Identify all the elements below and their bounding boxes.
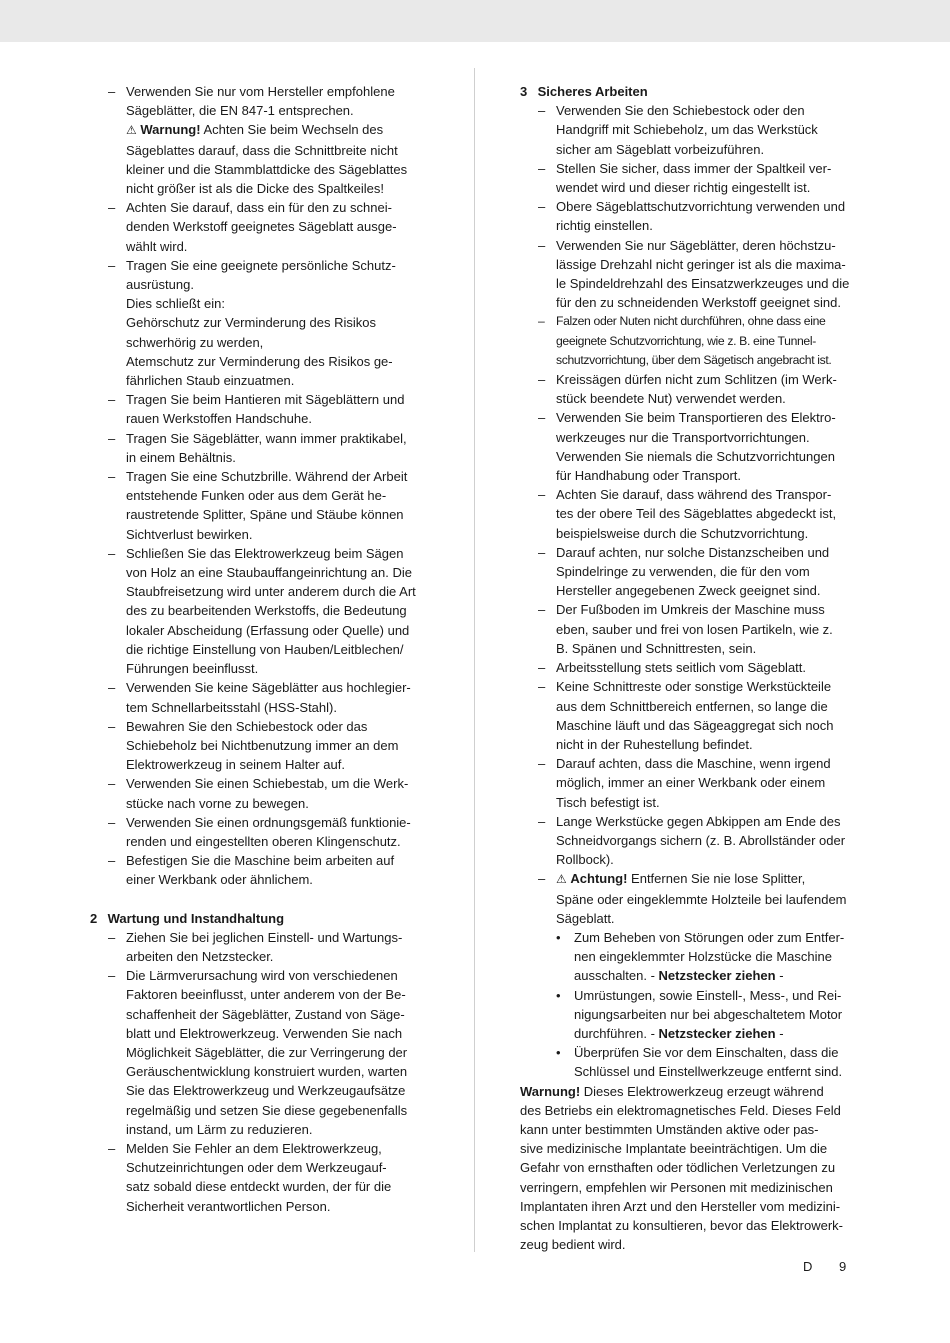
text-span: Überprüfen Sie vor dem Einschalten, dass die	[574, 1045, 839, 1061]
list-item	[90, 717, 435, 775]
text-line: Schiebeholz bei Nichtbenutzung immer an dem	[126, 737, 399, 753]
list-item	[90, 966, 435, 1139]
text-line: Faktoren beeinflusst, unter anderem von der Be-	[126, 987, 406, 1003]
text-line: Achten Sie beim Wechseln des	[200, 122, 384, 138]
text-line: Elektrowerkzeug in seinem Halter auf.	[126, 757, 345, 773]
dash-bullet: –	[108, 430, 116, 446]
text-line: Stellen Sie sicher, dass immer der Spaltkeil ver-	[556, 160, 832, 176]
text-line: tem Schnellarbeitsstahl (HSS-Stahl).	[126, 699, 337, 715]
item-text	[126, 82, 435, 120]
text-line: kann unter bestimmten Umständen aktive oder pas-	[520, 1121, 819, 1137]
text-line: Gefahr von ernsthaften oder tödlichen Verletzungen zu	[520, 1160, 836, 1176]
text-line	[574, 1062, 865, 1081]
text-line: schwerhörig zu werden,	[126, 334, 264, 350]
text-line: verringern, empfehlen wir Personen mit medizinischen	[520, 1179, 833, 1195]
list-item	[520, 543, 865, 601]
text-line: werkzeuges nur die Transportvorrichtungen.	[556, 429, 810, 445]
text-line: regelmäßig und setzen Sie diese gegebenenfalls	[126, 1102, 408, 1118]
list-item	[520, 197, 865, 235]
text-line: Schutzeinrichtungen oder dem Werkzeugauf-	[126, 1160, 387, 1176]
text-line: schen Implantat zu konsultieren, bevor das Elektrowerk-	[520, 1217, 843, 1233]
text-line: Falzen oder Nuten nicht durchführen, ohne dass eine	[556, 314, 826, 329]
list-item	[90, 390, 435, 428]
text-line: in einem Behältnis.	[126, 449, 236, 465]
list-item	[520, 101, 865, 159]
dash-bullet: –	[108, 1140, 116, 1156]
text-line: Tisch befestigt ist.	[556, 794, 660, 810]
text-line: Darauf achten, dass die Maschine, wenn irgend	[556, 756, 831, 772]
final-warning-paragraph	[520, 1082, 865, 1255]
text-line: Tragen Sie beim Hantieren mit Sägeblättern und	[126, 392, 405, 408]
bullet-dot-icon: •	[556, 1045, 561, 1061]
text-line: schutzvorrichtung, über dem Sägetisch angebracht ist.	[556, 352, 832, 367]
column-divider	[474, 68, 475, 1252]
text-line: sive medizinische Implantate beeinträchtigen. Um die	[520, 1141, 828, 1157]
text-span: Umrüstungen, sowie Einstell-, Mess-, und Rei-	[574, 987, 842, 1003]
dash-bullet: –	[108, 200, 116, 216]
list-item	[90, 813, 435, 851]
left-column	[90, 82, 435, 1216]
text-line: wählt wird.	[126, 238, 188, 254]
dash-bullet: –	[538, 544, 546, 560]
dash-bullet: –	[108, 968, 116, 984]
bold-instruction: Netzstecker ziehen	[658, 1025, 776, 1041]
text-line: aus dem Schnittbereich entfernen, so lange die	[556, 698, 828, 714]
text-line: Verwenden Sie beim Transportieren des Elektro-	[556, 410, 836, 426]
text-line: Arbeitsstellung stets seitlich vom Sägeblatt.	[556, 660, 807, 676]
text-line: Verwenden Sie keine Sägeblätter aus hochlegier-	[126, 680, 411, 696]
maintenance-items-list	[90, 928, 435, 1216]
text-line: von Holz an eine Staubauffangeinrichtung an. Die	[126, 565, 412, 581]
text-line: Achten Sie darauf, dass während des Transpor-	[556, 487, 832, 503]
text-line: rauen Werkstoffen Handschuhe.	[126, 411, 312, 427]
text-line: Keine Schnittreste oder sonstige Werkstückteile	[556, 679, 832, 695]
text-line: raustretende Splitter, Späne und Stäube können	[126, 507, 404, 523]
text-line: Tragen Sie Sägeblätter, wann immer praktikabel,	[126, 430, 407, 446]
text-line: stücke nach vorne zu bewegen.	[126, 795, 309, 811]
dash-bullet: –	[538, 487, 546, 503]
text-line: B. Spänen und Schnittresten, sein.	[556, 640, 757, 656]
text-line: für Handhabung oder Transport.	[556, 468, 742, 484]
list-item	[520, 408, 865, 485]
dash-bullet: –	[108, 814, 116, 830]
warning-triangle-icon: ⚠	[126, 123, 137, 138]
text-span: durchführen. -	[574, 1025, 659, 1041]
text-span: -	[775, 968, 784, 984]
list-item-condensed	[520, 312, 865, 370]
text-line: Späne oder eingeklemmte Holzteile bei laufendem	[556, 891, 847, 907]
text-line: geeignete Schutzvorrichtung, wie z. B. eine Tunnel-	[556, 333, 816, 348]
text-line: Staubfreisetzung wird unter anderem durch die Art	[126, 584, 416, 600]
text-line: Atemschutz zur Verminderung des Risikos ge-	[126, 353, 393, 369]
right-column	[520, 82, 865, 1254]
list-item	[520, 600, 865, 658]
text-line: nicht größer ist als die Dicke des Spaltkeiles!	[126, 181, 384, 197]
dash-bullet: –	[108, 469, 116, 485]
section-title: Wartung und Instandhaltung	[107, 910, 285, 926]
text-line: arbeiten den Netzstecker.	[126, 948, 274, 964]
text-line: lokaler Abscheidung (Erfassung oder Quelle) und	[126, 622, 410, 638]
section-heading-maintenance	[90, 909, 435, 928]
text-line: Verwenden Sie den Schiebestock oder den	[556, 103, 805, 119]
achtung-label: Achtung!	[570, 871, 628, 887]
dash-bullet: –	[538, 199, 546, 215]
warning-triangle-icon: ⚠	[556, 872, 567, 887]
text-line: sicher am Sägeblatt vorbeizuführen.	[556, 141, 765, 157]
text-line: entstehende Funken oder aus dem Gerät he-	[126, 488, 387, 504]
dash-bullet: –	[108, 853, 116, 869]
warning-note	[126, 120, 435, 198]
text-line: einer Werkbank oder ähnlichem.	[126, 872, 313, 888]
safe-work-items-list	[520, 101, 865, 312]
text-line: Sägeblätter, die EN 847-1 entsprechen.	[126, 103, 354, 119]
text-line: fährlichen Staub einzuatmen.	[126, 373, 295, 389]
text-line: des zu bearbeitenden Werkstoffs, die Bedeutung	[126, 603, 407, 619]
text-line: le Spindeldrehzahl des Einsatzwerkzeuges und die	[556, 276, 850, 292]
bullet-dot-icon: •	[556, 987, 561, 1003]
text-line: renden und eingestellten oberen Klingenschutz.	[126, 833, 401, 849]
safe-work-items-list-b	[520, 370, 865, 869]
text-line: Spindelringe zu verwenden, die für den vom	[556, 564, 810, 580]
text-line: für den zu schneidenden Werkstoff geeignet sind.	[556, 295, 841, 311]
list-item	[90, 198, 435, 256]
text-line: Sicherheit verantwortlichen Person.	[126, 1198, 331, 1214]
text-span: Schlüssel und Einstellwerkzeuge entfernt sind.	[574, 1064, 843, 1080]
section-number: 2	[90, 910, 98, 926]
text-line: Die Lärmverursachung wird von verschiedenen	[126, 968, 398, 984]
text-line: Melden Sie Fehler an dem Elektrowerkzeug,	[126, 1140, 382, 1156]
text-span: nen eingeklemmter Holzstücke die Maschine	[574, 949, 832, 965]
text-line: denden Werkstoff geeignetes Sägeblatt ausge-	[126, 219, 397, 235]
text-line: kleiner und die Stammblattdicke des Sägeblattes	[126, 161, 408, 177]
section-title: Sicheres Arbeiten	[537, 84, 648, 99]
bullet-list	[520, 928, 865, 1082]
text-line: Achten Sie darauf, dass ein für den zu schnei-	[126, 200, 392, 216]
list-item	[90, 429, 435, 467]
dash-bullet: –	[538, 372, 546, 388]
text-line: des Betriebs ein elektromagnetisches Feld. Dieses Feld	[520, 1102, 841, 1118]
text-line: Schneidvorgangs sichern (z. B. Abrollständer oder	[556, 832, 846, 848]
text-span: nigungsarbeiten nur bei abgeschaltetem Motor	[574, 1006, 843, 1022]
section-heading-safe-work	[520, 82, 865, 101]
text-line: stück beendete Nut) verwendet werden.	[556, 391, 786, 407]
text-span: Zum Beheben von Störungen oder zum Entfer-	[574, 929, 845, 945]
text-line: Entfernen Sie nie lose Splitter,	[627, 871, 806, 887]
text-line: Dies schließt ein:	[126, 296, 225, 312]
text-line: Verwenden Sie einen Schiebestab, um die Werk-	[126, 776, 409, 792]
text-line: Darauf achten, nur solche Distanzscheiben und	[556, 544, 830, 560]
text-line: zeug bedient wird.	[520, 1237, 626, 1253]
text-line	[574, 1043, 865, 1062]
text-line: Kreissägen dürfen nicht zum Schlitzen (im Werk-	[556, 372, 837, 388]
text-line	[574, 928, 865, 947]
text-line: satz sobald diese entdeckt wurden, der für die	[126, 1179, 392, 1195]
text-line: tes der obere Teil des Sägeblattes abgedeckt ist,	[556, 506, 837, 522]
list-item	[520, 677, 865, 754]
section-number: 3	[520, 84, 528, 99]
text-line: Verwenden Sie nur Sägeblätter, deren höchstzu-	[556, 237, 836, 253]
text-line: ausrüstung.	[126, 277, 194, 293]
text-line: Implantaten ihren Arzt und den Hersteller vom medizini-	[520, 1198, 841, 1214]
text-line: Rollbock).	[556, 852, 614, 868]
list-item	[90, 467, 435, 544]
text-line: beispielsweise durch die Schutzvorrichtung.	[556, 525, 809, 541]
text-line	[574, 1024, 865, 1043]
dash-bullet: –	[538, 160, 546, 176]
text-line: Hersteller angegebenen Zweck geeignet sind.	[556, 583, 821, 599]
left-items-list	[90, 198, 435, 889]
text-line	[574, 1005, 865, 1024]
text-line: schaffenheit der Sägeblätter, Zustand von Säge-	[126, 1006, 405, 1022]
dash-bullet: –	[538, 237, 546, 253]
warning-label: Warnung!	[520, 1083, 581, 1099]
dash-bullet: –	[108, 776, 116, 792]
list-item	[90, 928, 435, 966]
bullet-dot-icon: •	[556, 929, 561, 945]
text-line: Gehörschutz zur Verminderung des Risikos	[126, 315, 377, 331]
dash-bullet: –	[538, 410, 546, 426]
text-line: blatt und Elektrowerkzeug. Verwenden Sie nach	[126, 1025, 403, 1041]
dash-bullet: –	[538, 871, 546, 887]
text-line: Bewahren Sie den Schiebestock oder das	[126, 718, 368, 734]
text-line: Ziehen Sie bei jeglichen Einstell- und Wartungs-	[126, 929, 403, 945]
text-line: Sie das Elektrowerkzeug und Werkzeugaufsätze	[126, 1083, 406, 1099]
bullet-item	[520, 986, 865, 1044]
text-line: instand, um Lärm zu reduzieren.	[126, 1121, 313, 1137]
list-item	[520, 485, 865, 543]
footer-page-number: 9	[839, 1259, 847, 1274]
text-span: ausschalten. -	[574, 968, 659, 984]
text-line: Möglichkeit Sägeblätter, die zur Verringerung der	[126, 1044, 408, 1060]
text-line	[574, 966, 865, 985]
dash-bullet: –	[108, 718, 116, 734]
dash-bullet: –	[538, 679, 546, 695]
text-line: die richtige Einstellung von Hauben/Leitblechen/	[126, 641, 404, 657]
dash-bullet: –	[108, 257, 116, 273]
list-item	[520, 658, 865, 677]
bullet-item	[520, 928, 865, 986]
text-line: Verwenden Sie einen ordnungsgemäß funktionie-	[126, 814, 411, 830]
dash-bullet: –	[108, 680, 116, 696]
text-line: nicht in der Ruhestellung befindet.	[556, 736, 753, 752]
text-line: Dieses Elektrowerkzeug erzeugt während	[580, 1083, 824, 1099]
text-line: lässige Drehzahl nicht geringer ist als die maxima-	[556, 256, 846, 272]
dash-bullet: –	[538, 314, 545, 329]
text-line: Lange Werkstücke gegen Abkippen am Ende des	[556, 813, 841, 829]
dash-bullet: –	[108, 929, 116, 945]
text-line: Führungen beeinflusst.	[126, 661, 259, 677]
dash-bullet: –	[538, 602, 546, 618]
list-item	[90, 774, 435, 812]
list-item	[520, 159, 865, 197]
text-line: Sichtverlust bewirken.	[126, 526, 253, 542]
text-line: Schließen Sie das Elektrowerkzeug beim Sägen	[126, 545, 404, 561]
list-item	[520, 812, 865, 870]
list-item	[520, 754, 865, 812]
dash-bullet: –	[108, 84, 116, 99]
text-line: Sägeblattes darauf, dass die Schnittbreite nicht	[126, 142, 398, 158]
text-line: wendet wird und dieser richtig eingestellt ist.	[556, 180, 811, 196]
text-line	[574, 947, 865, 966]
spacer	[90, 890, 435, 909]
dash-bullet: –	[538, 813, 546, 829]
dash-bullet: –	[538, 103, 546, 119]
text-line: Geräuschentwicklung konstruiert wurden, warten	[126, 1064, 408, 1080]
bold-instruction: Netzstecker ziehen	[658, 968, 776, 984]
text-line: eben, sauber und frei von losen Partikeln, wie z.	[556, 621, 833, 637]
text-line: möglich, immer an einer Werkbank oder einem	[556, 775, 826, 791]
text-line: Tragen Sie eine geeignete persönliche Schutz-	[126, 257, 396, 273]
text-line: Maschine läuft und das Sägeaggregat sich noch	[556, 717, 834, 733]
text-line: Verwenden Sie nur vom Hersteller empfohlene	[126, 84, 395, 99]
list-item	[90, 1139, 435, 1216]
list-item	[90, 678, 435, 716]
list-item	[520, 370, 865, 408]
text-line: Tragen Sie eine Schutzbrille. Während der Arbeit	[126, 469, 408, 485]
text-line: Verwenden Sie niemals die Schutzvorrichtungen	[556, 448, 835, 464]
text-line: Sägeblatt.	[556, 910, 615, 926]
text-line: richtig einstellen.	[556, 218, 653, 234]
warning-label: Warnung!	[140, 122, 201, 138]
text-line: Handgriff mit Schiebeholz, um das Werkstück	[556, 122, 818, 138]
text-line: Der Fußboden im Umkreis der Maschine muss	[556, 602, 825, 618]
dash-bullet: –	[538, 756, 546, 772]
list-item-achtung	[520, 869, 865, 928]
footer-language: D	[803, 1259, 813, 1274]
dash-bullet: –	[108, 545, 116, 561]
list-item-blades	[90, 82, 435, 198]
text-line: Obere Sägeblattschutzvorrichtung verwenden und	[556, 199, 846, 215]
list-item	[90, 544, 435, 678]
text-span: -	[775, 1025, 784, 1041]
text-line	[574, 986, 865, 1005]
text-line: Befestigen Sie die Maschine beim arbeiten auf	[126, 853, 395, 869]
list-item	[90, 851, 435, 889]
list-item	[90, 256, 435, 390]
bullet-item	[520, 1043, 865, 1081]
dash-bullet: –	[108, 392, 116, 408]
top-header-band	[0, 0, 950, 42]
dash-bullet: –	[538, 660, 546, 676]
list-item	[520, 236, 865, 313]
